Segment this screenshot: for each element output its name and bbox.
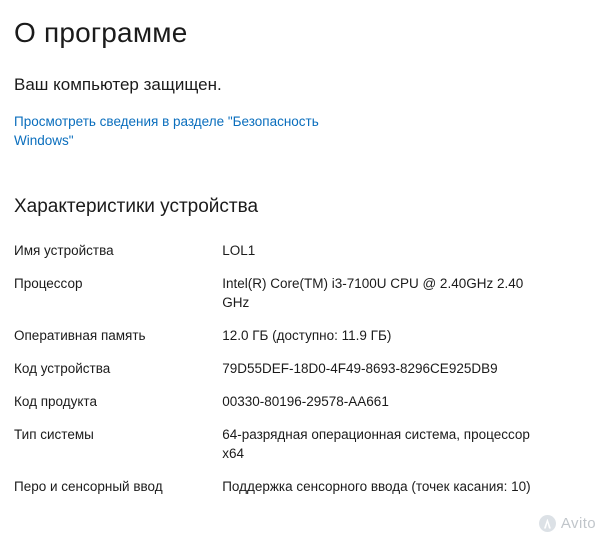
- spec-label-ram: Оперативная память: [14, 328, 146, 343]
- spec-label-device-name: Имя устройства: [14, 243, 114, 258]
- spec-label-processor: Процессор: [14, 276, 83, 291]
- table-row: [14, 274, 534, 326]
- spec-value-device-id: 79D55DEF-18D0-4F49-8693-8296CE925DB9: [222, 361, 498, 376]
- spec-label-product-id: Код продукта: [14, 394, 97, 409]
- windows-security-details-link[interactable]: Просмотреть сведения в разделе "Безопасность Windows": [14, 114, 319, 148]
- table-row: [14, 425, 534, 477]
- spec-label-device-id: Код устройства: [14, 361, 111, 376]
- spec-value-product-id: 00330-80196-29578-AA661: [222, 394, 389, 409]
- table-row: [14, 392, 534, 425]
- avito-watermark: [539, 515, 596, 532]
- device-specifications-heading: Характеристики устройства: [14, 196, 259, 217]
- spec-value-system-type: 64-разрядная операционная система, процессор x64: [222, 427, 530, 461]
- spec-value-ram: 12.0 ГБ (доступно: 11.9 ГБ): [222, 328, 392, 343]
- table-row: [14, 326, 534, 359]
- avito-logo-icon: [539, 515, 556, 532]
- table-row: [14, 359, 534, 392]
- protection-status-text: Ваш компьютер защищен.: [14, 75, 222, 94]
- table-row: [14, 477, 534, 510]
- avito-watermark-label: Avito: [560, 515, 596, 532]
- page-title: О программе: [14, 17, 188, 48]
- device-specifications-table: [14, 241, 534, 510]
- table-row: [14, 241, 534, 274]
- spec-label-system-type: Тип системы: [14, 427, 94, 442]
- spec-value-device-name: LOL1: [222, 243, 256, 258]
- spec-value-pen-touch: Поддержка сенсорного ввода (точек касания: 10): [222, 479, 531, 494]
- spec-label-pen-touch: Перо и сенсорный ввод: [14, 479, 163, 494]
- spec-value-processor: Intel(R) Core(TM) i3-7100U CPU @ 2.40GHz 2.40 GHz: [222, 276, 524, 310]
